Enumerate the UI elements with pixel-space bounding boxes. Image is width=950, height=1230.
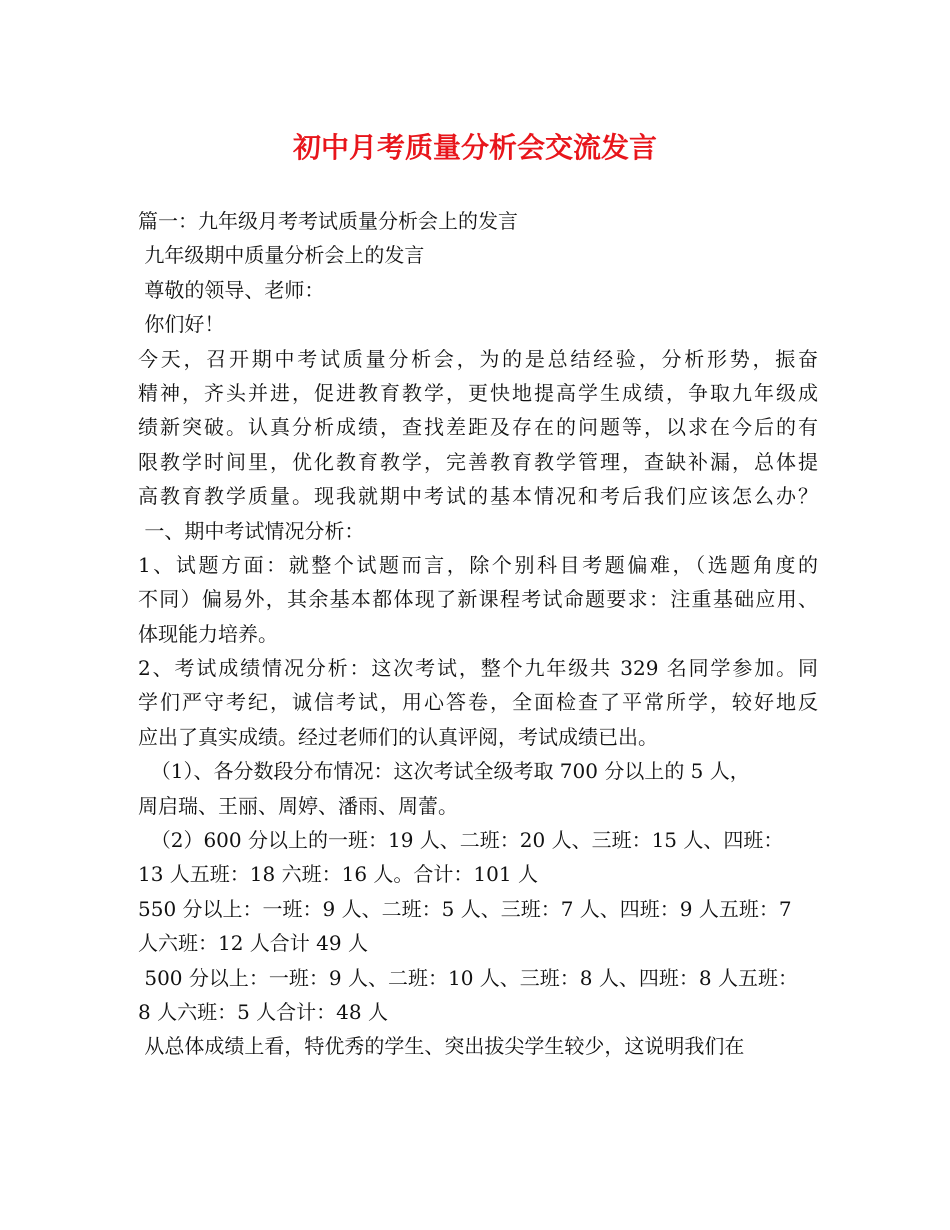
text-line: 你们好！ <box>138 312 225 337</box>
text-line: 周启瑞、王丽、周婷、潘雨、周蕾。 <box>138 793 458 818</box>
text-line: 精神，齐头并进，促进教育教学，更快地提高学生成绩，争取九年级成 <box>138 380 818 405</box>
text-line: 550 分以上：一班：9 人、二班：5 人、三班：7 人、四班：9 人五班：7 <box>138 896 792 921</box>
text-line: （2）600 分以上的一班：19 人、二班：20 人、三班：15 人、四班： <box>138 828 784 853</box>
text-line: 500 分以上：一班：9 人、二班：10 人、三班：8 人、四班：8 人五班： <box>138 965 798 990</box>
document-title: 初中月考质量分析会交流发言 <box>292 131 657 164</box>
text-line: 不同）偏易外，其余基本都体现了新课程考试命题要求：注重基础应用、 <box>138 587 818 612</box>
text-line: 应出了真实成绩。经过老师们的认真评阅，考试成绩已出。 <box>138 724 658 749</box>
text-line: 九年级期中质量分析会上的发言 <box>138 243 425 268</box>
text-line: 尊敬的领导、老师： <box>138 277 325 302</box>
text-line: 绩新突破。认真分析成绩，查找差距及存在的问题等，以求在今后的有 <box>138 415 818 440</box>
text-line: 今天，召开期中考试质量分析会，为的是总结经验，分析形势，振奋 <box>138 346 818 371</box>
text-line: 限教学时间里，优化教育教学，完善教育教学管理，查缺补漏，总体提 <box>138 449 818 474</box>
text-line: 13 人五班：18 六班：16 人。合计：101 人 <box>138 862 538 887</box>
text-line: 学们严守考纪，诚信考试，用心答卷，全面检查了平常所学，较好地反 <box>138 690 818 715</box>
text-line: 人六班：12 人合计 49 人 <box>138 931 368 956</box>
text-line: 高教育教学质量。现我就期中考试的基本情况和考后我们应该怎么办？ <box>138 484 818 509</box>
text-line: 2、考试成绩情况分析：这次考试，整个九年级共 329 名同学参加。同 <box>138 656 818 681</box>
document-body <box>138 204 818 1064</box>
text-line: 一、期中考试情况分析： <box>138 518 365 543</box>
text-line: 从总体成绩上看，特优秀的学生、突出拔尖学生较少，这说明我们在 <box>138 1034 745 1059</box>
text-line: 1、试题方面：就整个试题而言，除个别科目考题偏难，（选题角度的 <box>138 552 818 577</box>
text-line: （1）、各分数段分布情况：这次考试全级考取 700 分以上的 5 人， <box>138 759 750 784</box>
text-line: 篇一：九年级月考考试质量分析会上的发言 <box>138 209 518 233</box>
text-line: 体现能力培养。 <box>138 621 278 646</box>
text-line: 8 人六班：5 人合计：48 人 <box>138 999 388 1024</box>
